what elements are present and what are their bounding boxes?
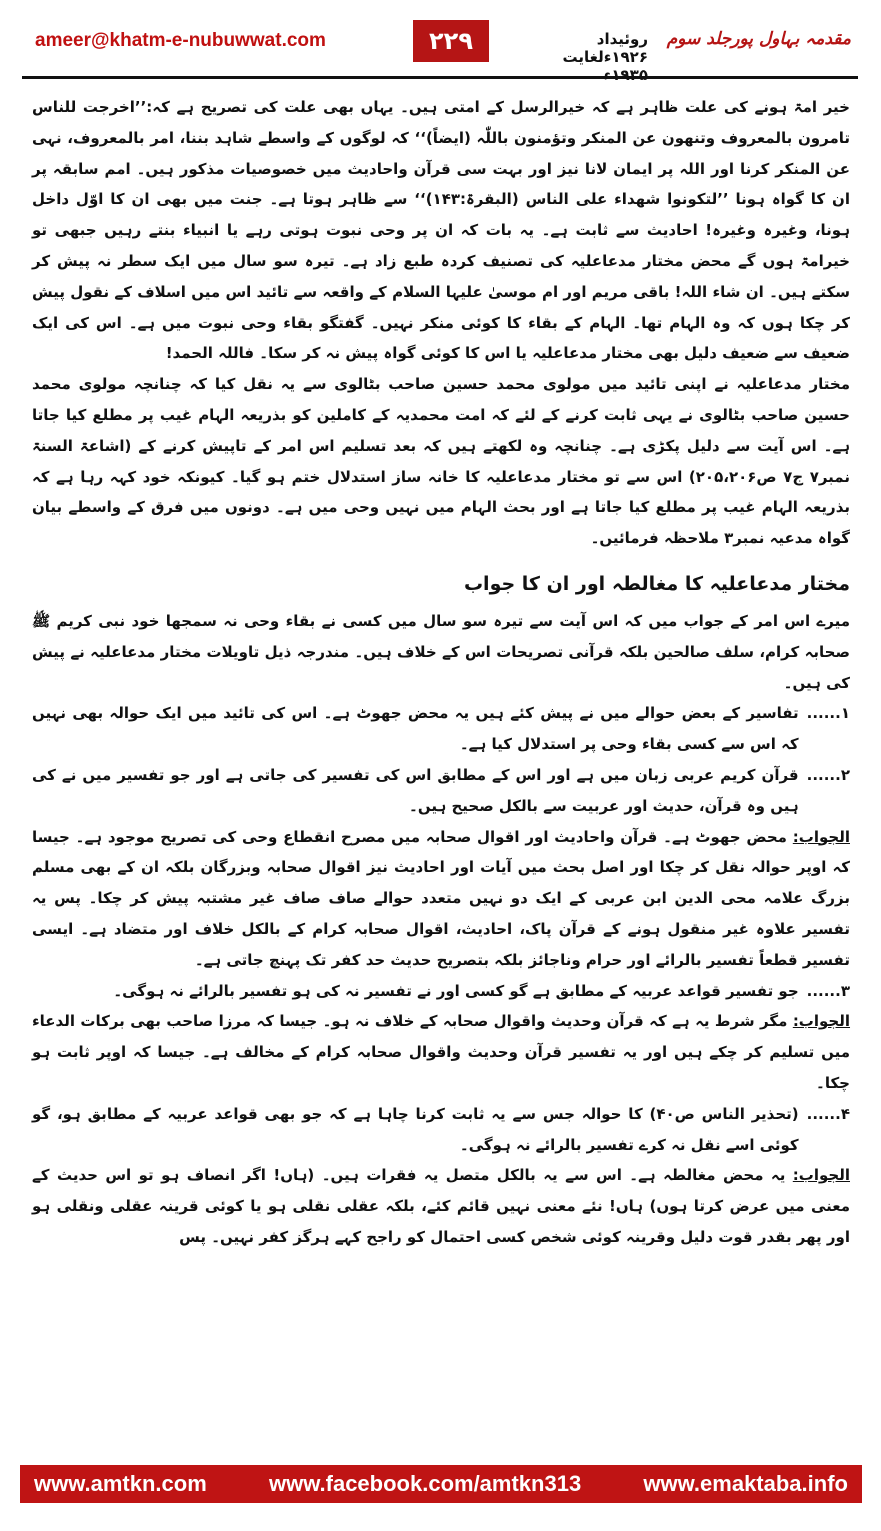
item-text: قرآن کریم عربی زبان میں ہے اور اس کے مطابق اس کی تفسیر کی جاتی ہے اور جو تفسیر میں نے کی ہیں وہ قرآن، حدیث اور عربیت سے بالکل صحیح ہیں۔ xyxy=(32,765,799,815)
answer-label: الجواب: xyxy=(792,1012,851,1031)
item-number: ۴...... xyxy=(806,1104,850,1123)
item-text: (تحذیر الناس ص۴۰) کا حوالہ جس سے یہ ثابت کرنا چاہا ہے کہ جو بھی قواعد عربیہ کے مطابق ہو، گو کوئی اسے نقل نہ کرے تفسیر بالرائے نہ ہوگی۔ xyxy=(32,1104,799,1154)
answer-paragraph xyxy=(32,1006,850,1098)
item-number: ۲...... xyxy=(806,765,850,784)
item-number: ۳...... xyxy=(806,981,850,1000)
list-item xyxy=(32,1099,850,1161)
item-text: جو تفسیر قواعد عربیہ کے مطابق ہے گو کسی اور نے تفسیر نہ کی ہو تفسیر بالرائے نہ ہوگی۔ xyxy=(113,981,799,1000)
answer-paragraph xyxy=(32,822,850,976)
answer-paragraph xyxy=(32,1160,850,1252)
page-header xyxy=(18,20,863,84)
footer-link-emaktaba[interactable]: www.emaktaba.info xyxy=(643,1471,848,1496)
section-heading: مختار مدعاعلیہ کا مغالطہ اور ان کا جواب xyxy=(463,572,850,595)
list-item xyxy=(32,760,850,822)
footer-link-amtkn[interactable]: www.amtkn.com xyxy=(34,1471,207,1496)
footer-link-facebook[interactable]: www.facebook.com/amtkn313 xyxy=(269,1471,582,1496)
page-number: ۲۲۹ xyxy=(413,20,489,62)
book-title: مقدمہ بہاول پورجلد سوم xyxy=(666,29,851,49)
answer-label: الجواب: xyxy=(792,1166,850,1185)
paragraph: مختار مدعاعلیہ نے اپنی تائید میں مولوی محمد حسین صاحب بٹالوی سے یہ نقل کیا کہ چنانچہ مولوی محمد حسین صاحب بٹالوی نے یہی ثابت کرنے کے لئے کہ امت محمدیہ کے کاملین کو بذریعہ الہام غیب پر مطلع کیا جاتا ہے۔ اس آیت سے دلیل پکڑی ہے۔ چنانچہ وہ لکھتے ہیں کہ بعد تسلیم اس امر کے تاپیش کرنے کے (اشاعۃ السنۃ نمبر۷ ج۷ ص۲۰۵،۲۰۶) اس سے تو مختار مدعاعلیہ کا خانہ ساز استدلال ختم ہو گیا۔ کیونکہ خود کہہ رہا ہے کہ بذریعہ الہام غیب پر مطلع کیا جاتا ہے اور بحث الہام میں نہیں وحی میں ہے۔ دونوں میں فرق کے واسطے بیان گواہ مدعیہ نمبر۳ ملاحظہ فرمائیں۔ xyxy=(32,375,850,548)
paragraph: خیر امۃ ہونے کی علت ظاہر ہے کہ خیرالرسل کے امتی ہیں۔ یہاں بھی علت کی تصریح ہے کہ:’’اخرجت للناس تامرون بالمعروف وتنھون عن المنکر وتؤمنون باللّٰہ (ایضاً)‘‘ کہ لوگوں کے واسطے شاہد بننا، امر بالمعروف، نہی عن المنکر کرنا اور اللہ پر ایمان لانا نیز اور بہت سی قرآن واحادیث میں خصوصیات مذکور ہیں۔ امم سابقہ پر ان کا گواہ ہونا ’’لتکونوا شھداء علی الناس (البقرۃ:۱۴۳)‘‘ سے ظاہر ہوتا ہے۔ جنت میں بھی ان کا اوّل داخل ہونا، وغیرہ وغیرہ! احادیث سے ثابت ہے۔ یہ بات کہ ان پر وحی نبوت ہوتی رہے یا انبیاء بنتے رہیں جبھی تو خیرامۃ ہوں گے محض مختار مدعاعلیہ کی تصنیف کردہ طبع زاد ہے۔ تیرہ سو سال میں ایک سطر نہ پیش کر سکتے ہیں۔ ان شاء اللہ! باقی مریم اور ام موسیٰ علیہا السلام کے واقعہ سے تائید اس میں اسلاف کے نقول پیش کر چکا ہوں کہ وہ الہام تھا۔ الہام کے بقاء کا کوئی منکر نہیں۔ گفتگو بقاء وحی نبوت میں ہے۔ اس کی ایک ضعیف سے ضعیف دلیل بھی مختار مدعاعلیہ یا اس کا کوئی گواہ پیش نہ کر سکا۔ فاللہ الحمد! xyxy=(32,98,850,363)
item-number: ۱...... xyxy=(806,704,850,723)
document-body xyxy=(32,92,850,1253)
footer-bar xyxy=(20,1465,862,1503)
header-date-range: روئیداد ۱۹۲۶ءلغایت ۱۹۳۵ء xyxy=(562,30,648,84)
header-divider xyxy=(22,76,858,79)
answer-text: محض جھوٹ ہے۔ قرآن واحادیث اور اقوال صحابہ میں مصرح انقطاع وحی کی تصریح موجود ہے۔ جیسا کہ اوپر حوالہ نقل کر چکا اور اصل بحث میں آیات اور احادیث نیز اقوال صحابہ وبزرگان بلکہ ان کے بھی مسلم بزرگ علامہ محی الدین ابن عربی کے ایک دو نہیں متعدد حوالے صاف صاف غیر مشتبہ پیش کر چکا۔ پس یہ تفسیر علاوہ غیر منقول ہونے کے قرآن پاک، احادیث، اقوال صحابہ کرام کے بالکل خلاف اور متضاد ہے۔ ایسی تفسیر قطعاً تفسیر بالرائے اور حرام وناجائز بلکہ بتصریح حدیث حد کفر تک پہنچ جاتی ہے۔ xyxy=(32,827,850,969)
paragraph: میرے اس امر کے جواب میں کہ اس آیت سے تیرہ سو سال میں کسی نے بقاء وحی نہ سمجھا خود نبی کریم ﷺ صحابہ کرام، سلف صالحین بلکہ قرآنی تصریحات اس کے خلاف ہیں۔ مندرجہ ذیل تاویلات مختار مدعاعلیہ نے پیش کی ہیں۔ xyxy=(32,611,850,692)
item-text: تفاسیر کے بعض حوالے میں نے پیش کئے ہیں یہ محض جھوٹ ہے۔ اس کی تائید میں ایک حوالہ بھی نہیں کہ اس سے کسی بقاء وحی پر استدلال کیا ہے۔ xyxy=(32,704,799,754)
answer-text: یہ محض مغالطہ ہے۔ اس سے یہ بالکل متصل یہ فقرات ہیں۔ (ہاں! اگر انصاف ہو تو اس حدیث کے معنی میں عرض کرتا ہوں) ہاں! نئے معنی نہیں قائم کئے، بلکہ عقلی نقلی ہو یا کوئی قرینہ عقلی ونقلی ہو اور پھر بقدر قوت دلیل وقرینہ کوئی شخص کسی احتمال کو راجح کہے ہرگز کفر نہیں۔ پس xyxy=(32,1166,850,1246)
list-item xyxy=(32,976,850,1007)
list-item xyxy=(32,698,850,760)
answer-text: مگر شرط یہ ہے کہ قرآن وحدیث واقوال صحابہ کے خلاف نہ ہو۔ جیسا کہ مرزا صاحب بھی برکات الدعاء میں تسلیم کر چکے ہیں اور یہ تفسیر قرآن وحدیث واقوال صحابہ کرام کے مخالف ہے۔ جیسا کہ اوپر ثابت ہو چکا۔ xyxy=(32,1012,850,1092)
header-email[interactable]: ameer@khatm-e-nubuwwat.com xyxy=(35,30,326,51)
answer-label: الجواب: xyxy=(792,827,850,846)
